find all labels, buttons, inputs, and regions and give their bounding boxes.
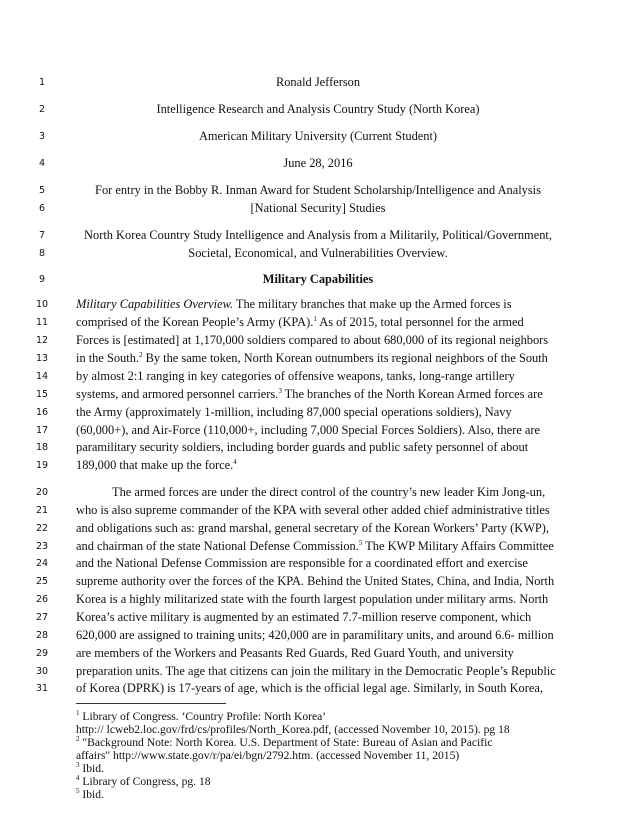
footnote-ref[interactable]: 5 [358, 539, 363, 547]
footnote-number: 1 [76, 709, 80, 717]
body-line: supreme authority over the forces of the KPA. Behind the United States, China, and India, North [76, 574, 555, 588]
line-number: 27 [35, 612, 49, 623]
body-text: The branches of the North Korean Armed forces are [281, 387, 543, 401]
body-text: By the same token, North Korean outnumbers its regional neighbors of the South [142, 351, 548, 365]
school-name: American Military University (Current Student) [198, 129, 438, 143]
line-number: 2 [38, 104, 46, 115]
study-title-line-1: North Korea Country Study Intelligence and Analysis from a Militarily, Political/Government, [84, 228, 552, 242]
footnote-text: Library of Congress. ‘Country Profile: North Korea’ [79, 710, 327, 723]
body-line: the Army (approximately 1-million, including 87,000 special operations soldiers), Navy [76, 405, 512, 419]
line-number: 9 [38, 274, 46, 285]
document-date: June 28, 2016 [283, 156, 353, 170]
body-line: of Korea (DPRK) is 17-years of age, which is the official legal age. Similarly, in South Korea, [76, 681, 543, 695]
line-number: 19 [35, 460, 49, 471]
footnote-ref[interactable]: 3 [278, 387, 282, 395]
body-line [76, 539, 560, 554]
line-number: 26 [35, 594, 49, 605]
body-line: preparation units. The age that citizens can join the military in the Democratic People’s Republic [76, 664, 556, 678]
footnote-3 [76, 762, 104, 775]
line-number: 1 [38, 77, 46, 88]
line-number: 15 [35, 389, 49, 400]
body-text: comprised of the Korean People’s Army (KPA). [76, 315, 314, 329]
footnote-text: Ibid. [79, 762, 104, 775]
line-number: 29 [35, 648, 49, 659]
line-number: 30 [35, 666, 49, 677]
footnote-ref[interactable]: 4 [233, 458, 237, 466]
body-line: Forces is [estimated] at 1,170,000 soldiers compared to about 680,000 of its regional neighbors [76, 333, 549, 347]
body-line: are members of the Workers and Peasants Red Guards, Red Guard Youth, and university [76, 646, 514, 660]
body-text: systems, and armored personnel carriers. [76, 387, 279, 401]
line-number: 18 [35, 442, 49, 453]
footnote-4 [76, 775, 211, 788]
footnote-2 [76, 736, 492, 749]
line-number: 22 [35, 523, 49, 534]
body-text: The KWP Military Affairs Committee [362, 539, 554, 553]
award-entry-line-2: [National Security] Studies [250, 201, 386, 215]
body-line [76, 458, 560, 473]
author-name: Ronald Jefferson [275, 75, 361, 89]
body-line: Korea is a highly militarized state with the fourth largest population under military arms. North [76, 592, 549, 606]
study-title-line-2: Societal, Economical, and Vulnerabilities Overview. [188, 246, 448, 260]
body-line: by almost 2:1 ranging in key categories of offensive weapons, tanks, long-range artillery [76, 369, 515, 383]
line-number: 10 [35, 299, 49, 310]
line-number: 31 [35, 683, 49, 694]
line-number: 5 [38, 185, 46, 196]
footnote-text: Ibid. [79, 788, 104, 801]
body-line: (60,000+), and Air-Force (110,000+, including 7,000 Special Forces Soldiers). Also, there are [76, 423, 541, 437]
body-line: and the National Defense Commission are responsible for a coordinated effort and exercise [76, 556, 528, 570]
body-line [76, 351, 560, 366]
footnote-number: 5 [76, 787, 80, 795]
line-number: 6 [38, 203, 46, 214]
body-text: As of 2015, total personnel for the armed [316, 315, 524, 329]
section-heading: Military Capabilities [262, 272, 374, 286]
line-number: 17 [35, 425, 49, 436]
award-entry-line-1: For entry in the Bobby R. Inman Award for Student Scholarship/Intelligence and Analysis [95, 183, 541, 197]
line-number: 3 [38, 131, 46, 142]
course-title: Intelligence Research and Analysis Country Study (North Korea) [156, 102, 480, 116]
line-number: 21 [35, 505, 49, 516]
footnote-ref[interactable]: 2 [139, 351, 143, 359]
body-line: 620,000 are assigned to training units; 420,000 are in paramilitary units, and around 6.6- million [76, 628, 554, 642]
line-number: 7 [38, 230, 46, 241]
footnote-1-url[interactable]: http:// lcweb2.loc.gov/frd/cs/profiles/North_Korea.pdf, (accessed November 10, 2015). pg 18 [76, 723, 510, 736]
line-number: 16 [35, 407, 49, 418]
line-number: 23 [35, 541, 49, 552]
body-line: who is also supreme commander of the KPA with several other added chief administrative titles [76, 503, 550, 517]
line-number: 11 [35, 317, 49, 328]
body-text: 189,000 that make up the force. [76, 458, 234, 472]
footnote-separator [76, 703, 226, 704]
body-line: Korea’s active military is augmented by an estimated 7.7-million reserve component, which [76, 610, 532, 624]
body-line [76, 297, 560, 312]
footnote-number: 2 [76, 735, 80, 743]
footnote-5 [76, 788, 104, 801]
body-text: in the South. [76, 351, 139, 365]
line-number: 28 [35, 630, 49, 641]
paragraph-lead: Military Capabilities Overview. [76, 297, 234, 311]
footnote-number: 4 [76, 774, 80, 782]
body-line: and obligations such as: grand marshal, general secretary of the Korean Workers’ Party (KWP), [76, 521, 550, 535]
line-number: 4 [38, 158, 46, 169]
footnote-text: "Background Note: North Korea. U.S. Department of State: Bureau of Asian and Pacific [79, 736, 493, 749]
line-number: 14 [35, 371, 49, 382]
line-number: 13 [35, 353, 49, 364]
body-text: The military branches that make up the Armed forces is [233, 297, 512, 311]
body-line: The armed forces are under the direct control of the country’s new leader Kim Jong-un, [112, 485, 546, 499]
body-line [76, 387, 560, 402]
line-number: 25 [35, 576, 49, 587]
footnote-ref[interactable]: 1 [313, 315, 317, 323]
footnote-2-url[interactable]: affairs" http://www.state.gov/r/pa/ei/bgn/2792.htm. (accessed November 11, 2015) [76, 749, 460, 762]
footnote-number: 3 [76, 761, 80, 769]
line-number: 24 [35, 558, 49, 569]
line-number: 8 [38, 248, 46, 259]
body-line: paramilitary security soldiers, including border guards and public safety personnel of about [76, 440, 529, 454]
line-number: 20 [35, 487, 49, 498]
footnote-text: Library of Congress, pg. 18 [79, 775, 211, 788]
body-line [76, 315, 560, 330]
footnote-1 [76, 710, 326, 723]
line-number: 12 [35, 335, 49, 346]
body-text: and chairman of the state National Defense Commission. [76, 539, 359, 553]
